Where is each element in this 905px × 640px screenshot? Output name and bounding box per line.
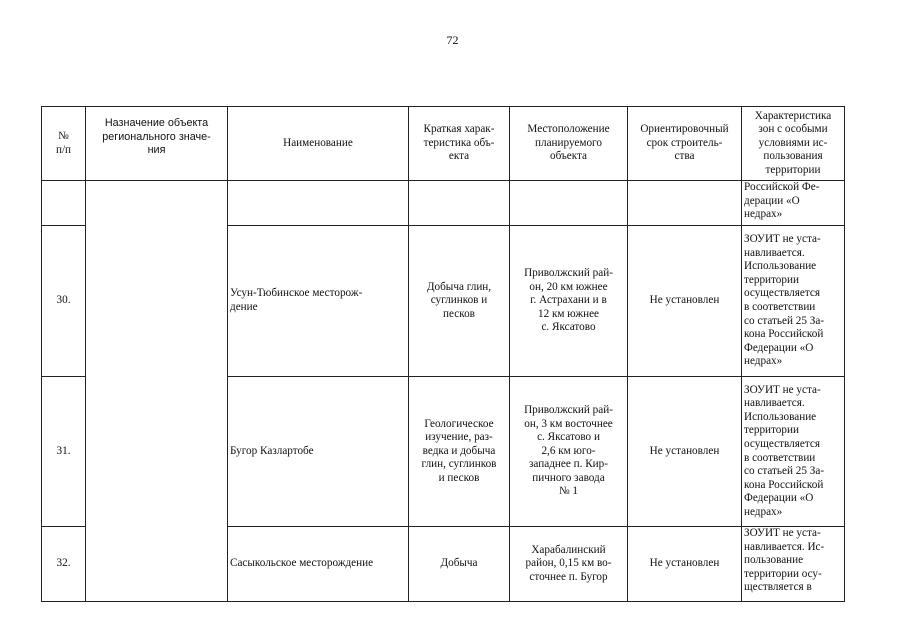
header-purpose: Назначение объекта регионального значе- ния xyxy=(86,107,228,181)
row-term xyxy=(628,181,742,226)
row-num xyxy=(42,181,86,226)
header-characteristic: Краткая харак- теристика объ- екта xyxy=(409,107,510,181)
row-characteristic xyxy=(409,181,510,226)
row-characteristic: Геологическое изучение, раз- ведка и добыча глин, суглинков и песков xyxy=(409,377,510,527)
row-zones: Российской Фе- дерации «О недрах» xyxy=(742,181,845,226)
row-term: Не установлен xyxy=(628,527,742,602)
row-num: 31. xyxy=(42,377,86,527)
table-row xyxy=(42,181,845,226)
header-zones: Характеристика зон с особыми условиями ис- пользования территории xyxy=(742,107,845,181)
header-location: Местоположение планируемого объекта xyxy=(510,107,628,181)
row-zones: ЗОУИТ не уста- навливается. Использование территории осуществляется в соответствии со статьей 25 За- кона Российской Федерации «О недрах» xyxy=(742,226,845,377)
row-num: 32. xyxy=(42,527,86,602)
row-zones: ЗОУИТ не уста- навливается. Ис- пользование территории осу- ществляется в xyxy=(742,527,845,602)
row-characteristic: Добыча xyxy=(409,527,510,602)
row-location: Приволжский рай- он, 3 км восточнее с. Яксатово и 2,6 км юго- западнее п. Кир- пичного завода № 1 xyxy=(510,377,628,527)
row-characteristic: Добыча глин, суглинков и песков xyxy=(409,226,510,377)
row-name: Сасыкольское месторождение xyxy=(228,527,409,602)
header-term: Ориентировочный срок строитель- ства xyxy=(628,107,742,181)
header-num: № п/п xyxy=(42,107,86,181)
row-name: Усун-Тюбинское месторож- дение xyxy=(228,226,409,377)
header-name: Наименование xyxy=(228,107,409,181)
row-term: Не установлен xyxy=(628,377,742,527)
purpose-cell xyxy=(86,181,228,602)
objects-table xyxy=(41,106,845,602)
page-number: 72 xyxy=(446,33,459,47)
row-zones: ЗОУИТ не уста- навливается. Использование территории осуществляется в соответствии со статьей 25 За- кона Российской Федерации «О недрах» xyxy=(742,377,845,527)
row-location: Харабалинский район, 0,15 км во- сточнее п. Бугор xyxy=(510,527,628,602)
table-header-row xyxy=(42,107,845,181)
row-term: Не установлен xyxy=(628,226,742,377)
row-location: Приволжский рай- он, 20 км южнее г. Астрахани и в 12 км южнее с. Яксатово xyxy=(510,226,628,377)
row-num: 30. xyxy=(42,226,86,377)
row-name: Бугор Казлартобе xyxy=(228,377,409,527)
row-location xyxy=(510,181,628,226)
row-name xyxy=(228,181,409,226)
